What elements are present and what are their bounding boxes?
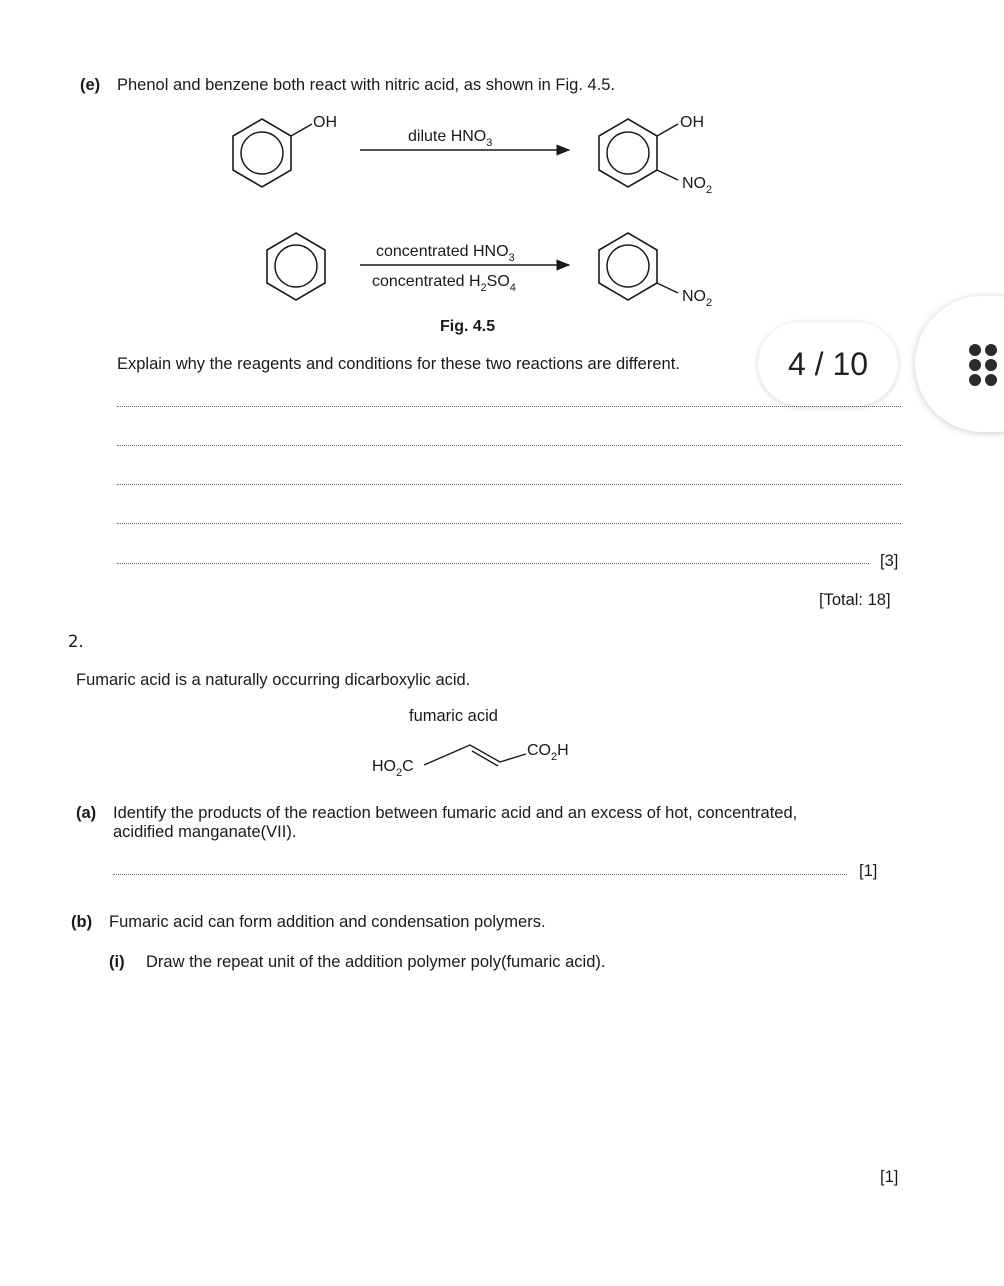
- part-a-label: (a): [76, 804, 97, 822]
- part-b-label: (b): [71, 913, 93, 931]
- phenol-oh-label: OH: [313, 114, 337, 131]
- total-marks: [Total: 18]: [819, 591, 891, 609]
- fig-caption: Fig. 4.5: [440, 318, 496, 335]
- part-e-intro: Phenol and benzene both react with nitric acid, as shown in Fig. 4.5.: [117, 76, 616, 94]
- part-a-marks: [1]: [859, 862, 878, 880]
- nitrobenzene-no2-label: $NO_2$: [682, 288, 713, 309]
- fumaric-acid-structure: [360, 735, 580, 780]
- fumaric-acid-caption: fumaric acid: [409, 707, 498, 725]
- reaction1-reagent: dilute $HNO_3$: [408, 128, 493, 149]
- answer-line[interactable]: [117, 523, 901, 524]
- answer-line[interactable]: [113, 874, 847, 875]
- reaction2-reagent-bottom: concentrated $H_2SO_4$: [372, 273, 516, 294]
- part-b-marks: [1]: [880, 1168, 899, 1186]
- reaction2-reagent-top: concentrated $HNO_3$: [376, 243, 515, 264]
- nitrobenzene-structure: [599, 233, 712, 309]
- nitrophenol-no2-label: $NO_2$: [682, 175, 713, 196]
- benzene-structure: [267, 233, 325, 300]
- part-b-i-label: (i): [109, 953, 125, 971]
- fumaric-left-group: $HO_2C$: [372, 758, 414, 779]
- question2-intro: Fumaric acid is a naturally occurring dicarboxylic acid.: [76, 671, 471, 689]
- page-indicator: 4 / 10: [758, 322, 898, 406]
- question-number: 2.: [68, 632, 84, 651]
- fig-4-5-reactions: [0, 0, 1004, 340]
- nitrophenol-oh-label: OH: [680, 114, 704, 131]
- answer-line[interactable]: [117, 445, 901, 446]
- part-b-i-text: Draw the repeat unit of the addition polymer poly(fumaric acid).: [146, 953, 606, 971]
- answer-line[interactable]: [117, 563, 869, 564]
- part-a-line1: Identify the products of the reaction between fumaric acid and an excess of hot, concentrated,: [113, 804, 798, 822]
- answer-line[interactable]: [117, 484, 901, 485]
- part-e-question: Explain why the reagents and conditions for these two reactions are different.: [117, 355, 680, 373]
- answer-line[interactable]: [117, 406, 901, 407]
- phenol-structure: [233, 114, 337, 187]
- part-b-text: Fumaric acid can form addition and condensation polymers.: [109, 913, 546, 931]
- part-e-label: (e): [80, 76, 101, 94]
- part-a-line2: acidified manganate(VII).: [113, 823, 297, 841]
- fumaric-right-group: $CO_2H$: [527, 742, 569, 763]
- part-e-marks: [3]: [880, 552, 899, 570]
- nitrophenol-structure: [599, 114, 712, 196]
